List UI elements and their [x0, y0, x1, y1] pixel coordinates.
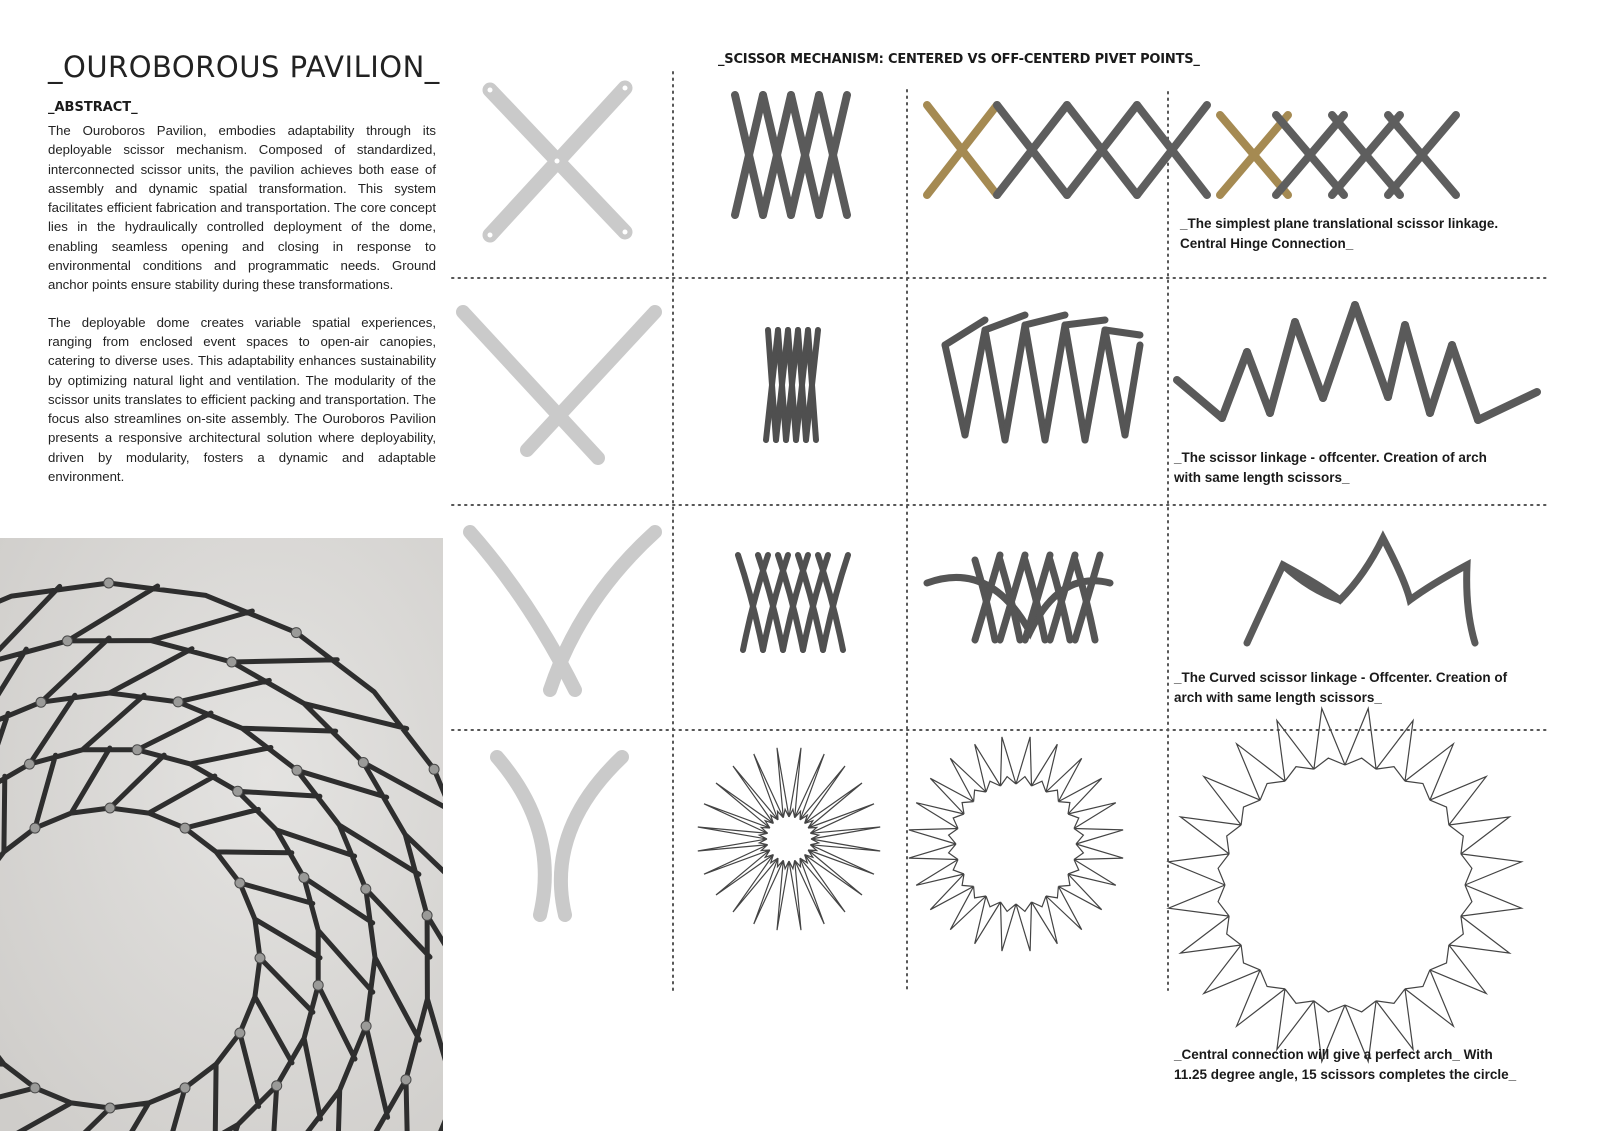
abstract-paragraph-2: The deployable dome creates variable spatial experiences, ranging from enclosed event spaces to open-air canopies, catering to diverse uses. This adaptability enhances sustainability by optimizing natural light and ventilation. The modularity of the scissor units translates to efficient packing and transportation. The focus also streamlines on-site assembly. The Ouroboros Pavilion presents a responsive architectural solution where deployability, driven by modularity, fosters a dynamic and adaptable environment.	[48, 314, 436, 485]
scissor-bar	[1169, 709, 1522, 1062]
scissor-bar	[1177, 380, 1222, 418]
row3-compressed-curved-linkage	[738, 555, 848, 650]
caption-row4-line1: _Central connection will give a perfect arch_ With	[1174, 1047, 1493, 1062]
caption-row4	[1174, 1045, 1516, 1085]
abstract-paragraph-1: The Ouroboros Pavilion, embodies adaptability through its deployable scissor mechanism. Composed of standardized, interconnected scissor units, the pavilion achieves both ease of assembly and dynamic spatial transformation. This system facilitates efficient fabrication and transportation. The core concept lies in the hydraulically controlled deployment of the dome, enabling seamless opening and closing in response to environmental conditions and programmatic needs. Ground anchor points ensure stability during these transformations.	[48, 123, 436, 293]
scissor-bar	[1405, 325, 1430, 413]
mechanism-title: _SCISSOR MECHANISM: CENTERED VS OFF-CENTERD PIVET POINTS_	[718, 52, 1200, 67]
row3-curved-arch	[927, 555, 1110, 640]
row1-extended-linkage	[927, 105, 1207, 195]
scissor-bar	[1355, 305, 1388, 397]
row1-extended-linkage-highlight	[1220, 115, 1456, 195]
scissor-bar	[1222, 352, 1247, 418]
scissor-bar	[698, 748, 880, 930]
scissor-bar	[945, 345, 965, 435]
caption-row2-line2: with same length scissors_	[1174, 470, 1350, 485]
row2-compressed-linkage	[766, 330, 818, 440]
scissor-bar	[1270, 322, 1295, 413]
scissor-bar	[1105, 330, 1140, 335]
scissor-bar	[1247, 352, 1270, 413]
scissor-bar	[909, 737, 1123, 951]
caption-row1-line2: Central Hinge Connection_	[1180, 236, 1354, 251]
row1-compressed-linkage	[735, 95, 847, 215]
row4-curved-scissor	[497, 757, 622, 915]
scissor-bar	[1430, 345, 1452, 413]
scissor-bar	[1125, 345, 1140, 435]
scissor-bar	[1025, 315, 1065, 325]
scissor-bar	[1005, 325, 1025, 440]
row2-partial-arch	[945, 315, 1140, 440]
scissor-bar	[965, 330, 985, 435]
caption-row3-line2: arch with same length scissors_	[1174, 690, 1382, 705]
grid-dividers	[452, 72, 1548, 990]
row4-ring-open	[1169, 709, 1522, 1062]
caption-row4-line2: 11.25 degree angle, 15 scissors completes the circle_	[1174, 1067, 1517, 1082]
scissor-bar	[985, 315, 1025, 330]
scissor-bar	[1085, 330, 1105, 440]
scissor-bar	[1323, 305, 1355, 398]
scissor-bar	[823, 555, 848, 650]
scissor-bar	[1452, 345, 1478, 420]
caption-row3	[1174, 668, 1507, 708]
scissor-bar	[1045, 325, 1065, 440]
caption-row1-line1: _The simplest plane translational scissor linkage.	[1180, 216, 1499, 231]
row2-zigzag-arch	[1177, 305, 1537, 420]
row2-offcenter-scissor	[463, 312, 655, 458]
scissor-bar	[1478, 392, 1537, 420]
row3-curved-scissor	[470, 532, 655, 690]
abstract-heading: _ABSTRACT_	[48, 100, 138, 115]
scissor-bar	[1065, 320, 1105, 325]
scissor-bar	[1105, 330, 1125, 435]
caption-row2	[1174, 448, 1487, 488]
scissor-bar	[1025, 325, 1045, 440]
row4-ring-medium	[909, 737, 1123, 951]
row4-ring-compressed	[698, 748, 880, 930]
page-title: _OUROBOROUS PAVILION_	[48, 50, 440, 84]
scissor-bar	[1065, 325, 1085, 440]
caption-row1	[1180, 214, 1498, 254]
caption-row2-line1: _The scissor linkage - offcenter. Creation of arch	[1174, 450, 1487, 465]
scissor-bar	[985, 330, 1005, 440]
scissor-bar	[945, 320, 985, 345]
row3-curved-crown-arch	[1247, 538, 1475, 643]
scissor-bar	[738, 555, 763, 650]
scissor-bar	[1388, 325, 1405, 397]
scissor-bar	[1295, 322, 1323, 398]
caption-row3-line1: _The Curved scissor linkage - Offcenter. Creation of	[1174, 670, 1508, 685]
